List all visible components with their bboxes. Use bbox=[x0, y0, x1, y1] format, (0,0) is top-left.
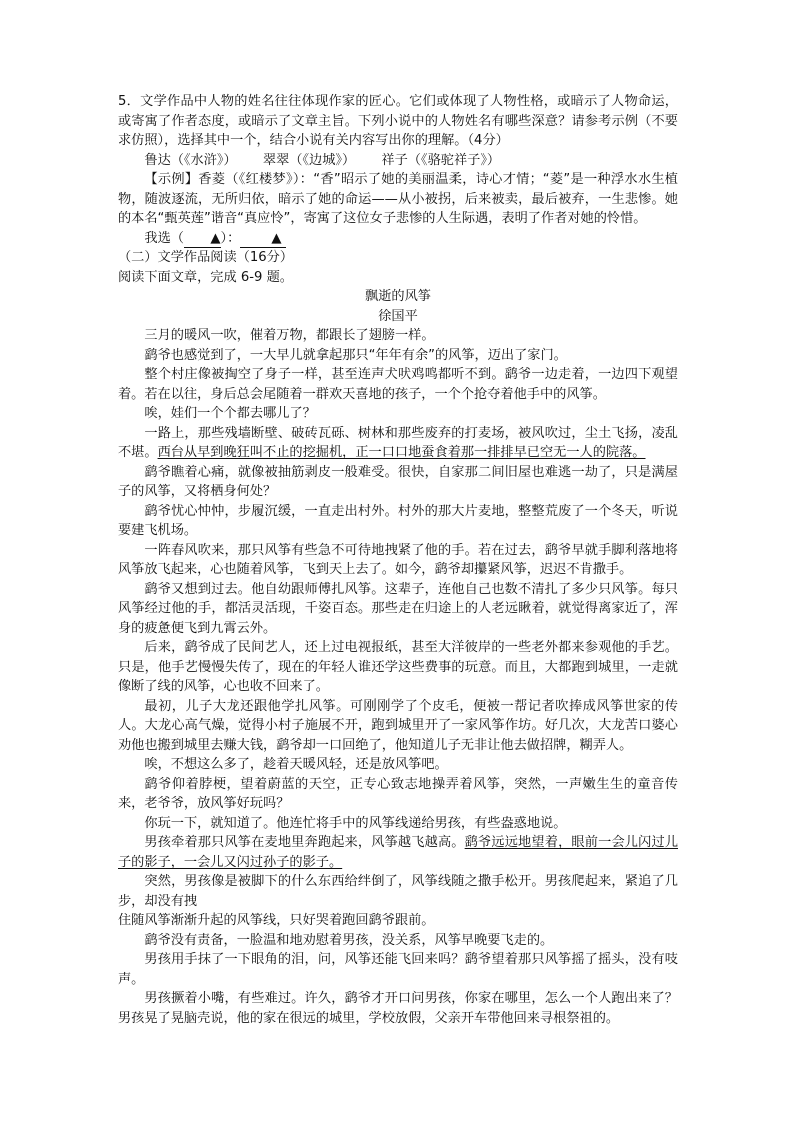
example-paragraph: 【示例】香菱（《红楼梦》）：“香”昭示了她的美丽温柔，诗心才情；“菱”是一种浮水水生植物，随波逐流，无所归依，暗示了她的命运——从小被拐，后来被卖，最后被弃，一生悲惨。她的本名“甄英莲”谐音“真应怜”，寄寓了这位女子悲惨的人生际遇，表明了作者对她的怜惜。 bbox=[118, 172, 678, 226]
book-option-xiangzi: 祥子（《骆驼祥子》） bbox=[381, 152, 501, 168]
article-paragraph: 最初，儿子大龙还跟他学扎风筝。可刚刚学了个皮毛，便被一帮记者吹捧成风筝世家的传人。大龙心高气燥，觉得小村子施展不开，跑到城里开了一家风筝作坊。好几次，大龙苦口婆心劝他也搬到城里去赚大钱，鹞爷却一口回绝了，他知道儿子无非让他去做招牌，糊弄人。 bbox=[118, 698, 678, 753]
article-title: 飘逝的风筝 bbox=[365, 289, 431, 304]
article-paragraph: 鹞爷没有责备，一脸温和地劝慰着男孩，没关系，风筝早晚要飞走的。 bbox=[144, 932, 554, 948]
article-paragraph: 后来，鹞爷成了民间艺人，还上过电视报纸，甚至大洋彼岸的一些老外都来参观他的手艺。只是，他手艺慢慢失传了，现在的年轻人谁还学这些费事的玩意。而且，大都跑到城里，一走就像断了线的风筝，心也收不回来了。 bbox=[118, 640, 678, 694]
article-paragraph: 男孩撅着小嘴，有些难过。许久，鹞爷才开口问男孩，你家在哪里，怎么一个人跑出来了？男孩晃了晃脑壳说，他的家在很远的城里，学校放假，父亲开车带他回来寻根祭祖的。 bbox=[118, 991, 678, 1026]
document-page bbox=[118, 92, 678, 1028]
article-paragraph: 你玩一下，就知道了。他连忙将手中的风筝线递给男孩，有些盎惑地说。 bbox=[144, 815, 567, 831]
article-author: 徐国平 bbox=[378, 308, 418, 324]
article-paragraph: 鹞爷忧心忡忡，步履沉缓，一直走出村外。村外的那大片麦地，整整荒废了一个冬天，听说要建飞机场。 bbox=[118, 503, 678, 538]
article-text: 男孩牵着那只风筝在麦地里奔跑起来，风筝越飞越高。 bbox=[144, 835, 465, 850]
answer-line bbox=[118, 229, 678, 249]
article-paragraph bbox=[118, 833, 678, 872]
book-options bbox=[118, 151, 678, 171]
article-paragraph: 突然，男孩像是被脚下的什么东西给绊倒了，风筝线随之撒手松开。男孩爬起来，紧追了几步，却没有拽 bbox=[118, 874, 678, 909]
article-paragraph: 鹞爷瞧着心痛，就像被抽筋剥皮一般难受。很快，自家那二间旧屋也难逃一劫了，只是满屋子的风筝，又将栖身何处？ bbox=[118, 464, 678, 499]
article-paragraph: 鹞爷又想到过去。他自幼跟师傅扎风筝。这辈子，连他自己也数不清扎了多少只风筝。每只风筝经过他的手，都活灵活现，千姿百态。那些走在归途上的人老远瞅着，就觉得离家近了，浑身的疲惫便飞到九霄云外。 bbox=[118, 581, 678, 636]
article-paragraph: 鹞爷仰着脖梗，望着蔚蓝的天空，正专心致志地操弄着风筝，突然，一声嫩生生的童音传来，老爷爷，放风筝好玩吗？ bbox=[118, 776, 678, 811]
question-5-text: 5．文学作品中人物的姓名往往体现作家的匠心。它们或体现了人物性格，或暗示了人物命运，或寄寓了作者态度，或暗示了文章主旨。下列小说中的人物姓名有哪些深意？请参考示例（不要求仿照），选择其中一个，结合小说有关内容写出你的理解。（4分） bbox=[118, 94, 678, 148]
book-option-cuicui: 翠翠（《边城》） bbox=[262, 152, 356, 168]
article-text: 一路上，那些残墙断壁、破砖瓦砾、树林和那些废弃的打麦场，被风吹过，尘土飞扬，凌乱不堪。 bbox=[118, 425, 678, 460]
section-instruction: 阅读下面文章，完成 6-9 题。 bbox=[118, 269, 293, 285]
article-paragraph: 三月的暖风一吹，催着万物，都跟长了翅膀一样。 bbox=[144, 328, 435, 343]
article-paragraph: 男孩用手抹了一下眼角的泪，问，风筝还能飞回来吗？鹞爷望着那只风筝摇了摇头，没有吱声。 bbox=[118, 952, 678, 987]
article-paragraph: 整个村庄像被掏空了身子一样，甚至连声犬吠鸡鸣都听不到。鹞爷一边走着，一边四下观望着。若在以往，身后总会尾随着一群欢天喜地的孩子，一个个抢夺着他手中的风筝。 bbox=[118, 367, 678, 402]
section-heading: （二）文学作品阅读（16分） bbox=[118, 250, 294, 265]
article-paragraph: 一阵春风吹来，那只风筝有些急不可待地拽紧了他的手。若在过去，鹞爷早就手脚利落地将风筝放飞起来，心也随着风筝，飞到天上去了。如今，鹞爷却攥紧风筝，迟迟不肯撒手。 bbox=[118, 542, 678, 577]
answer-blank-name[interactable]: ▲ bbox=[184, 231, 221, 248]
underlined-sentence: 鹞爷远远地望着，眼前一会儿闪过儿子的影子，一会儿又闪过孙子的影子。 bbox=[118, 835, 679, 870]
article-paragraph bbox=[118, 424, 678, 463]
article-paragraph: 唉，不想这么多了，趁着天暖风轻，还是放风筝吧。 bbox=[144, 757, 448, 772]
article-paragraph: 唉，娃们一个个都去哪儿了？ bbox=[144, 406, 316, 421]
book-option-luda: 鲁达（《水浒》） bbox=[144, 152, 237, 168]
article-paragraph: 住随风筝渐渐升起的风筝线，只好哭着跑回鹞爷跟前。 bbox=[118, 913, 435, 928]
underlined-sentence: 西台从早到晚狂叫不止的挖掘机，正一口口地蚕食着那一排排早已空无一人的院落。 bbox=[157, 445, 646, 460]
article-paragraph: 鹞爷也感觉到了，一大早儿就拿起那只“年年有余”的风筝，迈出了家门。 bbox=[144, 347, 567, 363]
answer-blank-reason[interactable]: ▲ bbox=[240, 231, 286, 248]
choose-mid: ）： bbox=[220, 230, 241, 246]
choose-label: 我选（ bbox=[144, 230, 184, 246]
